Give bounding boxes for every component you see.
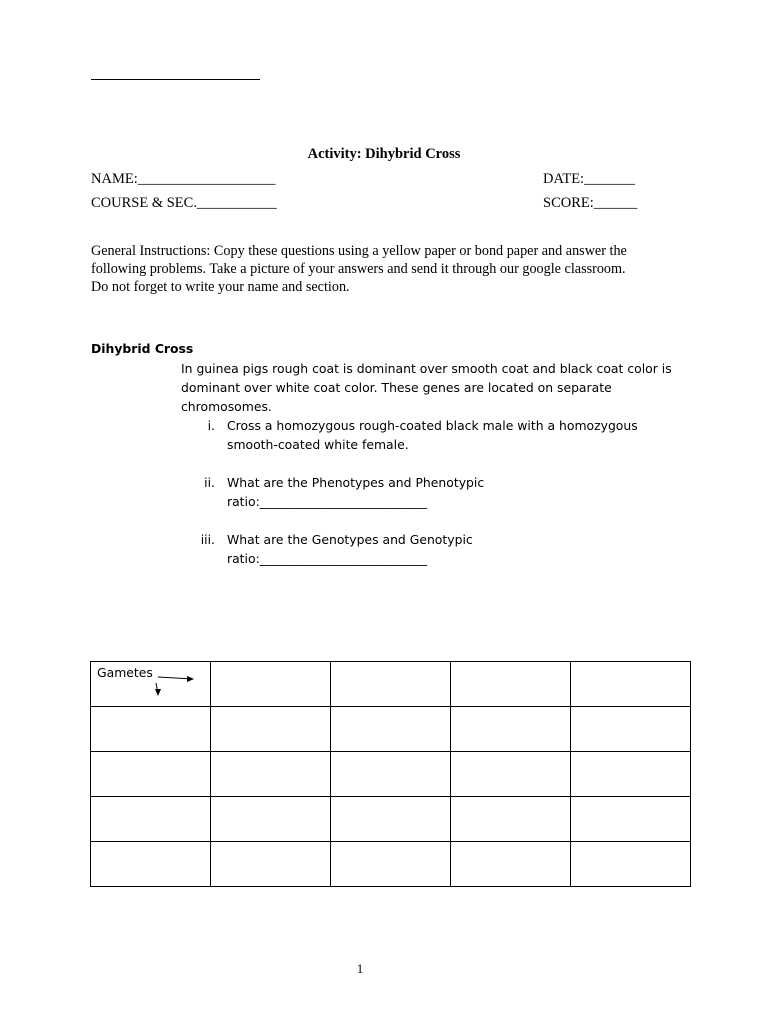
activity-title: Activity: Dihybrid Cross [307,146,461,162]
table-cell[interactable] [571,842,691,887]
table-cell[interactable] [451,797,571,842]
punnett-square-table [90,661,691,887]
table-cell[interactable] [91,707,211,752]
course-section-field: COURSE & SEC.___________ [91,195,277,211]
table-cell[interactable] [91,752,211,797]
question-number: ii. [204,475,215,490]
table-row [91,707,691,752]
table-row [91,797,691,842]
answer-line: ratio:___________________________ [227,551,428,566]
table-cell[interactable] [451,707,571,752]
instructions-line: Do not forget to write your name and section. [91,279,350,295]
signature-line [91,79,260,80]
table-cell[interactable] [211,662,331,707]
gametes-header-cell [91,662,211,707]
gametes-arrows-icon [149,670,199,696]
table-cell[interactable] [571,707,691,752]
question-number: i. [207,418,215,433]
table-cell[interactable] [211,797,331,842]
question-text: What are the Phenotypes and Phenotypic [227,475,485,490]
problem-text: dominant over white coat color. These genes are located on separate [181,380,612,395]
question-number: iii. [200,532,215,547]
table-row [91,842,691,887]
section-heading: Dihybrid Cross [91,341,194,356]
table-cell[interactable] [331,752,451,797]
instructions-line: following problems. Take a picture of your answers and send it through our google classroom. [91,261,626,277]
question-text: Cross a homozygous rough-coated black male with a homozygous [227,418,638,433]
name-field: NAME:___________________ [91,171,276,187]
gametes-label: Gametes [97,665,153,680]
table-row [91,662,691,707]
table-cell[interactable] [571,662,691,707]
table-cell[interactable] [211,842,331,887]
table-row [91,752,691,797]
table-cell[interactable] [451,842,571,887]
score-field: SCORE:______ [543,195,638,211]
question-text: smooth-coated white female. [227,437,409,452]
problem-text: In guinea pigs rough coat is dominant over smooth coat and black coat color is [181,361,672,376]
page-number: 1 [356,961,364,976]
table-cell[interactable] [331,707,451,752]
table-cell[interactable] [331,662,451,707]
answer-line: ratio:___________________________ [227,494,428,509]
date-field: DATE:_______ [543,171,635,187]
table-cell[interactable] [91,842,211,887]
question-text: What are the Genotypes and Genotypic [227,532,473,547]
table-cell[interactable] [331,797,451,842]
problem-text: chromosomes. [181,399,272,414]
table-cell[interactable] [91,797,211,842]
table-cell[interactable] [211,752,331,797]
table-cell[interactable] [451,662,571,707]
table-cell[interactable] [331,842,451,887]
table-cell[interactable] [211,707,331,752]
instructions-line: General Instructions: Copy these questions using a yellow paper or bond paper and answer the [91,243,627,259]
table-cell[interactable] [451,752,571,797]
table-cell[interactable] [571,752,691,797]
table-cell[interactable] [571,797,691,842]
